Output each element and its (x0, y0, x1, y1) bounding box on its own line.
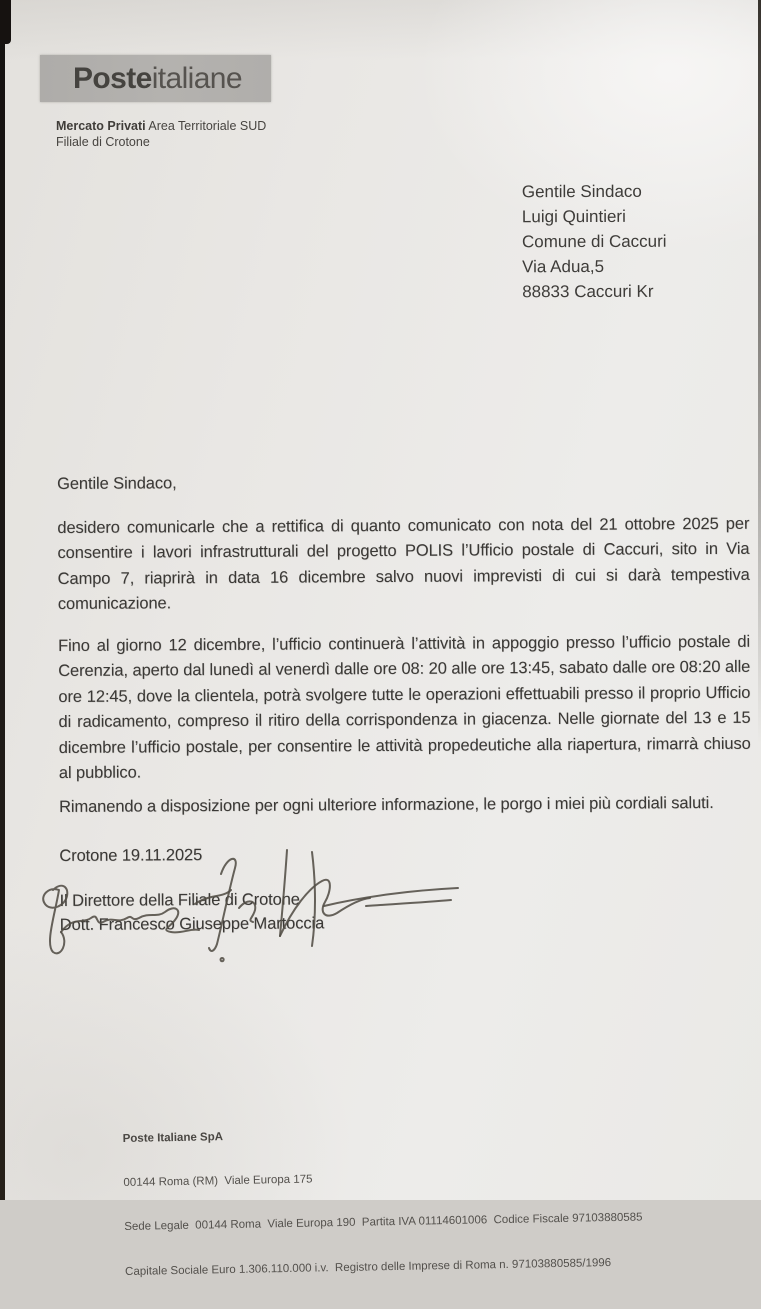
recipient-address-block (522, 179, 667, 305)
branch-line: Filiale di Crotone (56, 134, 150, 149)
recipient-line: Gentile Sindaco (521, 181, 642, 202)
recipient-line: Via Adua,5 (522, 256, 605, 277)
company-footer (122, 1093, 644, 1309)
footer-line: Sede Legale 00144 Roma Viale Europa 190 Partita IVA 01114601006 Codice Fiscale 97103880585 (124, 1211, 643, 1234)
recipient-line: Comune di Caccuri (521, 231, 667, 252)
signer-name: Dott. Francesco Giuseppe Martoccia (59, 913, 325, 934)
footer-line: 00144 Roma (RM) Viale Europa 175 (123, 1173, 313, 1189)
salutation: Gentile Sindaco, (57, 474, 177, 493)
photo-left-edge (0, 0, 5, 1200)
logo-text-bold: Poste (73, 61, 152, 95)
signer-title: Il Direttore della Filiale di Crotone (59, 890, 300, 910)
footer-line: Capitale Sociale Euro 1.306.110.000 i.v. Registro delle Imprese di Roma n. 97103880585/1996 (125, 1256, 612, 1278)
logo-text-regular: italiane (151, 61, 242, 95)
letter-body (57, 468, 752, 937)
date-line: Crotone 19.11.2025 (59, 846, 203, 865)
footer-company-name: Poste Italiane SpA (122, 1130, 224, 1145)
paragraph-1: desidero comunicarle che a rettifica di quanto comunicato con nota del 21 ottobre 2025 per consentire i lavori infrastrutturali del progetto POLIS l’Ufficio postale di Caccuri, sito in Via Campo 7, riaprirà in data 16 dicembre salvo nuovi imprevisti di cui si darà tempestiva comunicazione. (57, 514, 750, 613)
signer-block (60, 884, 752, 936)
recipient-line: 88833 Caccuri Kr (522, 281, 654, 302)
closing-line: Rimanendo a disposizione per ogni ulteriore informazione, le porgo i miei più cordiali saluti. (58, 793, 714, 816)
letterhead-department (56, 119, 266, 150)
paragraph-2: Fino al giorno 12 dicembre, l’ufficio continuerà l’attività in appoggio presso l’ufficio postale di Cerenzia, aperto dal lunedì al venerdì dalle ore 08: 20 alle ore 13:45, sabato dalle ore 08:20 alle ore 12:45, dove la clientela, potrà svolgere tutte le operazioni effettuabili presso il proprio Ufficio di radicamento, compreso il ritiro della corrispondenza in giacenza. Nelle giornate del 13 e 15 dicembre l’ufficio postale, per consentire le attività propedeutiche alla riapertura, rimarrà chiuso al pubblico. (58, 632, 751, 782)
department-line: Mercato Privati Area Territoriale SUD (56, 119, 267, 133)
photo-corner-mark (0, 0, 11, 44)
poste-italiane-logo (40, 55, 271, 102)
recipient-line: Luigi Quintieri (521, 206, 626, 227)
